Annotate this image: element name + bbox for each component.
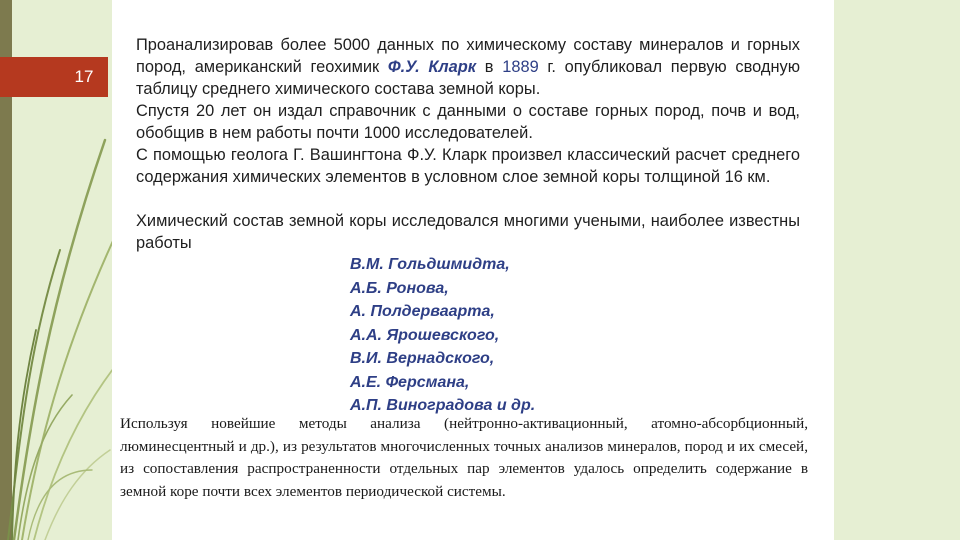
paragraph-methods: Используя новейшие методы анализа (нейтронно-активационный, атомно-абсорбционный, люминесцентный и др.), из результатов многочисленных точных анализов минералов, пород и их смесей, из сопоставления распространенности отдельных пар элементов удалось определить содержание в земной коре почти всех элементов периодической системы.: [120, 415, 808, 500]
list-item: А. Полдерваарта,: [350, 303, 495, 320]
list-item: В.И. Вернадского,: [350, 350, 495, 367]
slide-number: 17: [74, 67, 94, 86]
year-value: 1889: [502, 58, 539, 76]
list-item: А.Б. Ронова,: [350, 279, 449, 297]
list-item: В.М. Гольдшмидта,: [350, 256, 510, 273]
paragraph-handbook: Спустя 20 лет он издал справочник с данными о составе горных пород, почв и вод, обобщив в нем работы почти 1000 исследователей.: [136, 102, 800, 142]
paragraph-text: Проанализировав более 5000 данных по химическому составу минералов и горных пород, американский геохимик: [136, 36, 800, 76]
paragraph-text: г. опубликовал первую сводную таблицу среднего химического состава земной коры.: [136, 58, 800, 98]
slide-content-area: [112, 0, 834, 540]
list-item: А.П. Виноградова и др.: [350, 397, 536, 414]
paragraph-washington: С помощью геолога Г. Вашингтона Ф.У. Кларк произвел классический расчет среднего содержания химических элементов в условном слое земной коры толщиной 16 км.: [136, 146, 800, 186]
list-item: А.А. Ярошевского,: [350, 326, 500, 344]
paragraph-researchers-intro: Химический состав земной коры исследовался многими учеными, наиболее известны работы: [136, 212, 800, 252]
scientists-list: [350, 253, 535, 418]
right-background-strip: [834, 0, 960, 540]
paragraph-clark-intro: [136, 34, 800, 100]
scientist-name-clark: Ф.У. Кларк: [387, 58, 477, 76]
paragraph-text: в: [476, 58, 503, 76]
list-item: А.Е. Ферсмана,: [350, 373, 470, 391]
